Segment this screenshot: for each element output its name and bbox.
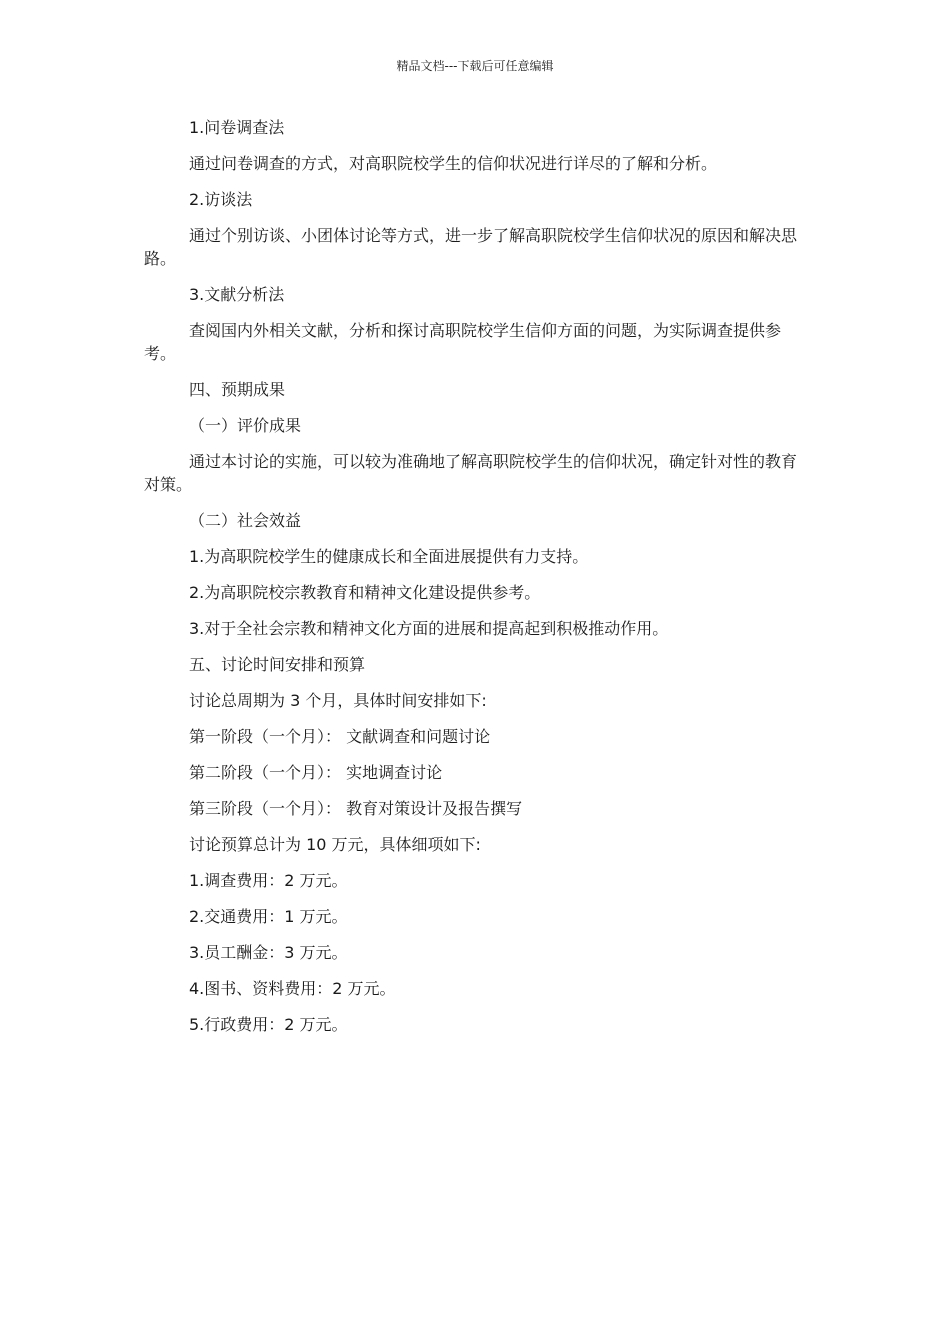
document-body [144,116,806,1049]
list-item-budget-1: 1.调查费用：2 万元。 [189,871,348,890]
list-item-phase-3: 第三阶段（一个月）： 教育对策设计及报告撰写 [189,799,523,818]
list-item-benefit-3: 3.对于全社会宗教和精神文化方面的进展和提高起到积极推动作用。 [189,619,669,638]
list-item-benefit-2: 2.为高职院校宗教教育和精神文化建设提供参考。 [189,583,541,602]
list-item-budget-5: 5.行政费用：2 万元。 [189,1015,348,1034]
list-item-budget-2: 2.交通费用：1 万元。 [189,907,348,926]
list-item-phase-1: 第一阶段（一个月）： 文献调查和问题讨论 [189,727,491,746]
paragraph-literature: 查阅国内外相关文献，分析和探讨高职院校学生信仰方面的问题，为实际调查提供参考。 [144,321,782,363]
list-item-benefit-1: 1.为高职院校学生的健康成长和全面进展提供有力支持。 [189,547,589,566]
paragraph-interview: 通过个别访谈、小团体讨论等方式，进一步了解高职院校学生信仰状况的原因和解决思路。 [144,226,798,268]
list-item-budget-3: 3.员工酬金：3 万元。 [189,943,348,962]
section-heading-schedule-budget: 五、讨论时间安排和预算 [189,655,366,674]
page-header: 精品文档---下载后可任意编辑 [396,59,554,73]
subheading-social-benefits: （二）社会效益 [189,511,302,530]
section-heading-expected-results: 四、预期成果 [189,380,286,399]
section-heading-questionnaire: 1.问卷调查法 [189,118,285,137]
section-heading-interview: 2.访谈法 [189,190,253,209]
subheading-evaluation-results: （一）评价成果 [189,416,302,435]
list-item-phase-2: 第二阶段（一个月）： 实地调查讨论 [189,763,443,782]
paragraph-questionnaire: 通过问卷调查的方式，对高职院校学生的信仰状况进行详尽的了解和分析。 [189,154,718,173]
list-item-budget-4: 4.图书、资料费用：2 万元。 [189,979,396,998]
section-heading-literature: 3.文献分析法 [189,285,285,304]
paragraph-schedule-intro: 讨论总周期为 3 个月，具体时间安排如下: [189,691,487,710]
paragraph-budget-intro: 讨论预算总计为 10 万元，具体细项如下: [189,835,481,854]
paragraph-evaluation-results: 通过本讨论的实施，可以较为准确地了解高职院校学生的信仰状况，确定针对性的教育对策。 [144,452,798,494]
